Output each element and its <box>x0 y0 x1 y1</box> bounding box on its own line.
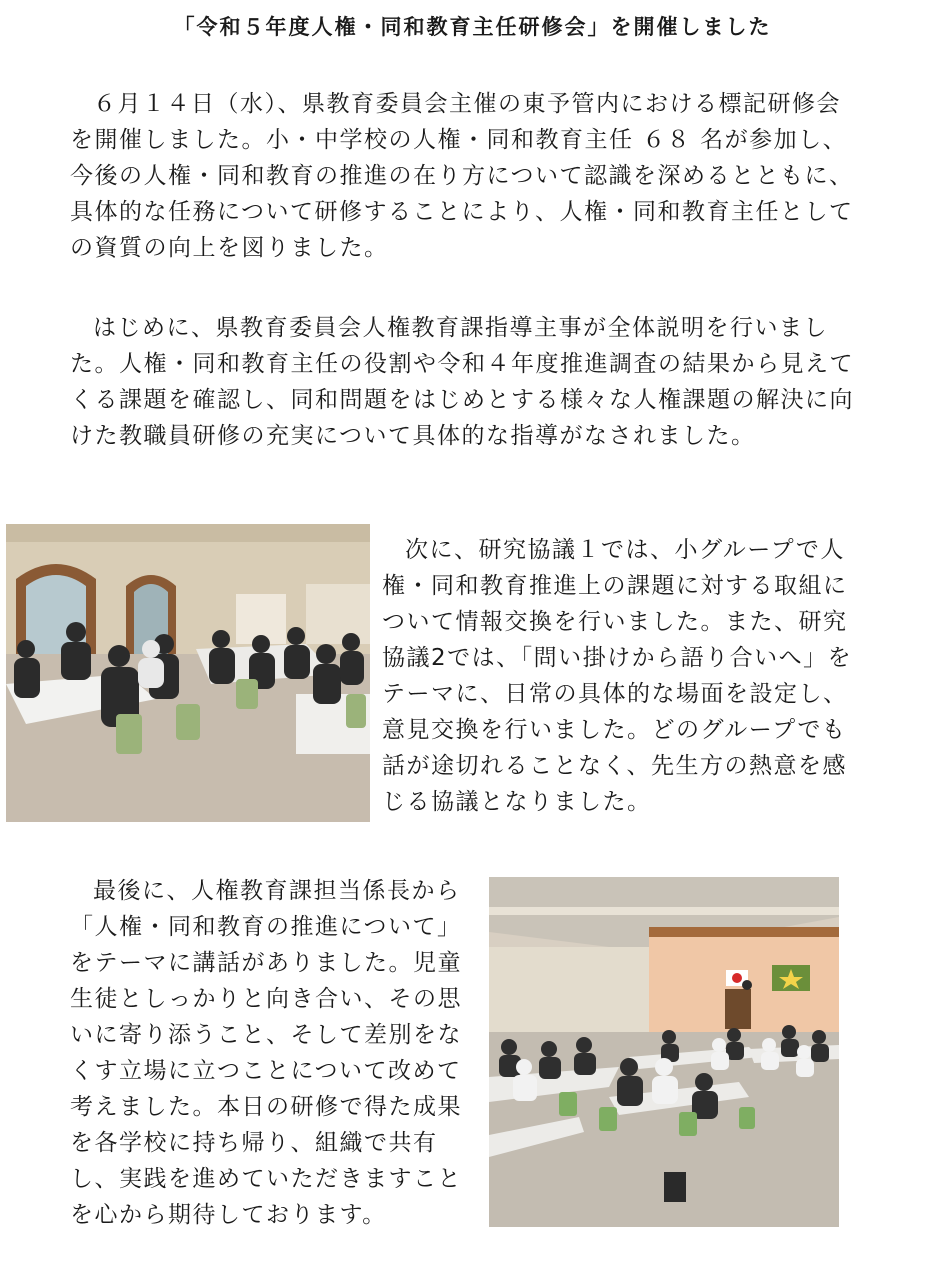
paragraph-explanation: はじめに、県教育委員会人権教育課指導主事が全体説明を行いました。人権・同和教育主任の役割や令和４年度推進調査の結果から見えてくる課題を確認し、同和問題をはじめとする様々な人権課題の解決に向けた教職員研修の充実について具体的な指導がなされました。 <box>70 315 854 449</box>
group-discussion-photo <box>6 524 370 822</box>
paragraph-overview: ６月１４日（水）、県教育委員会主催の東予管内における標記研修会を開催しました。小・中学校の人権・同和教育主任 ６８ 名が参加し、今後の人権・同和教育の推進の在り方について認識を深めるとともに、具体的な任務について研修することにより、人権・同和教育主任としての資質の向上を図りました。 <box>70 91 854 261</box>
lecture-hall-photo <box>489 877 839 1227</box>
page-title: 「令和５年度人権・同和教育主任研修会」を開催しました <box>173 15 772 39</box>
paragraph-lecture: 最後に、人権教育課担当係長から「人権・同和教育の推進について」をテーマに講話がありました。児童生徒としっかりと向き合い、その思いに寄り添うこと、そして差別をなくす立場に立つことについて改めて考えました。本日の研修で得た成果を各学校に持ち帰り、組織で共有し、実践を進めていただきますことを心から期待しております。 <box>70 878 462 1228</box>
paragraph-discussion: 次に、研究協議１では、小グループで人権・同和教育推進上の課題に対する取組について情報交換を行いました。また、研究協議2では、「問い掛けから語り合いへ」をテーマに、日常の具体的な場面を設定し、意見交換を行いました。どのグループでも話が途切れることなく、先生方の熱意を感じる協議となりました。 <box>382 537 853 815</box>
